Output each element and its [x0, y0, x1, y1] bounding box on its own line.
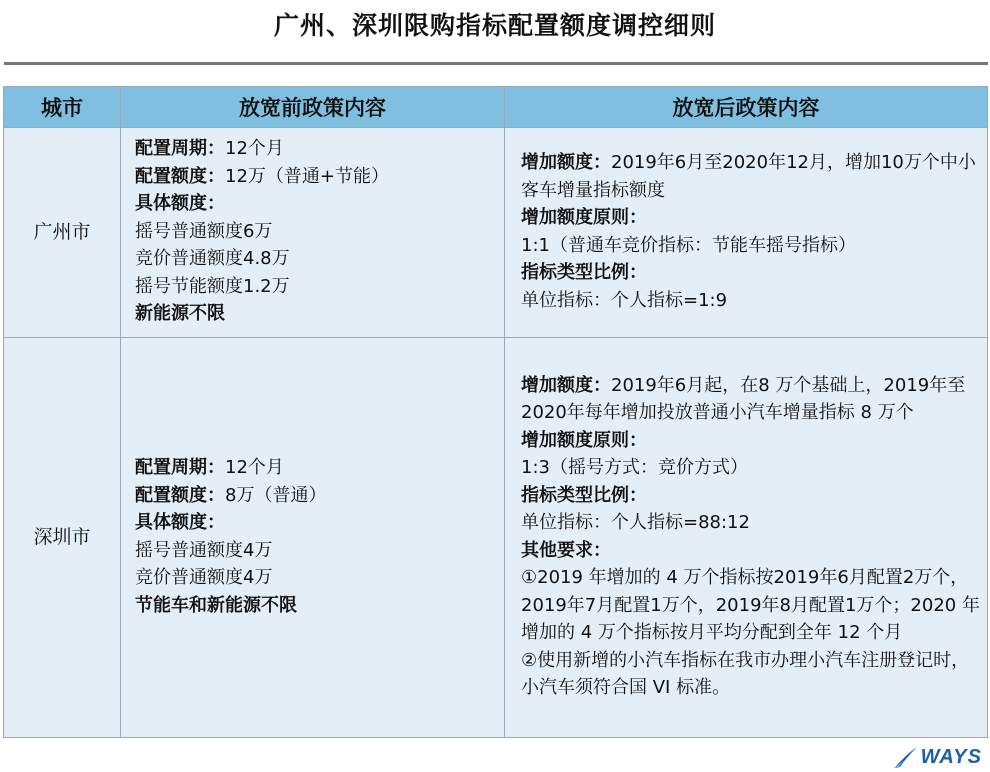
policy-line: 1:3（摇号方式：竞价方式）: [521, 457, 748, 478]
policy-line: 单位指标：个人指标=1:9: [521, 289, 728, 311]
ways-swoosh-icon: [893, 745, 919, 769]
city-cell: 深圳市: [4, 338, 121, 738]
policy-line: ①2019 年增加的 4 万个指标按2019年6月配置2万个，2019年7月配置1万个，2019年8月配置1万个；2020 年增加的 4 万个指标按月平均分配到全年 12 个月: [521, 567, 980, 643]
policy-line: 指标类型比例：: [521, 262, 647, 283]
policy-line: 增加额度原则：: [521, 429, 647, 451]
policy-line: 配置额度：12万（普通+节能）: [135, 165, 389, 187]
after-cell: [505, 128, 988, 338]
table-row-shenzhen: [4, 338, 988, 738]
policy-line: ②使用新增的小汽车指标在我市办理小汽车注册登记时，小汽车须符合国 VI 标准。: [521, 649, 970, 698]
before-cell: [121, 128, 505, 338]
table-header-row: [4, 87, 988, 128]
after-cell: [505, 338, 988, 738]
policy-line: 新能源不限: [135, 303, 225, 325]
title-divider: [4, 62, 988, 65]
policy-line: 摇号节能额度1.2万: [135, 275, 290, 297]
policy-line: 增加额度原则：: [521, 207, 647, 228]
policy-line: 摇号普通额度4万: [135, 539, 273, 561]
page-title: 广州、深圳限购指标配置额度调控细则: [273, 11, 716, 40]
header-before: 放宽前政策内容: [121, 87, 505, 128]
policy-line: 节能车和新能源不限: [135, 594, 297, 616]
header-city: 城市: [4, 87, 121, 128]
policy-line: 摇号普通额度6万: [135, 220, 273, 242]
policy-line: 竞价普通额度4万: [135, 567, 273, 588]
policy-line: 配置周期：12个月: [135, 457, 284, 478]
policy-line: 配置额度：8万（普通）: [135, 484, 327, 506]
policy-line: 增加额度：2019年6月起，在8 万个基础上，2019年至 2020年每年增加投放普通小汽车增量指标 8 万个: [521, 374, 966, 423]
header-after: 放宽后政策内容: [505, 87, 988, 128]
policy-line: 单位指标：个人指标=88:12: [521, 512, 750, 533]
table-row-guangzhou: [4, 128, 988, 338]
policy-line: 具体额度：: [135, 512, 225, 533]
policy-line: 其他要求：: [521, 539, 611, 561]
logo-text: WAYS: [920, 745, 982, 768]
before-cell: [121, 338, 505, 738]
policy-line: 竞价普通额度4.8万: [135, 248, 290, 270]
policy-line: 增加额度：2019年6月至2020年12月，增加10万个中小客车增量指标额度: [521, 152, 976, 201]
city-cell: 广州市: [4, 128, 121, 338]
policy-line: 配置周期：12个月: [135, 138, 284, 160]
policy-line: 具体额度：: [135, 193, 225, 215]
policy-table: [3, 86, 988, 738]
policy-line: 1:1（普通车竞价指标：节能车摇号指标）: [521, 234, 856, 256]
ways-logo: [893, 744, 982, 770]
policy-line: 指标类型比例：: [521, 484, 647, 506]
